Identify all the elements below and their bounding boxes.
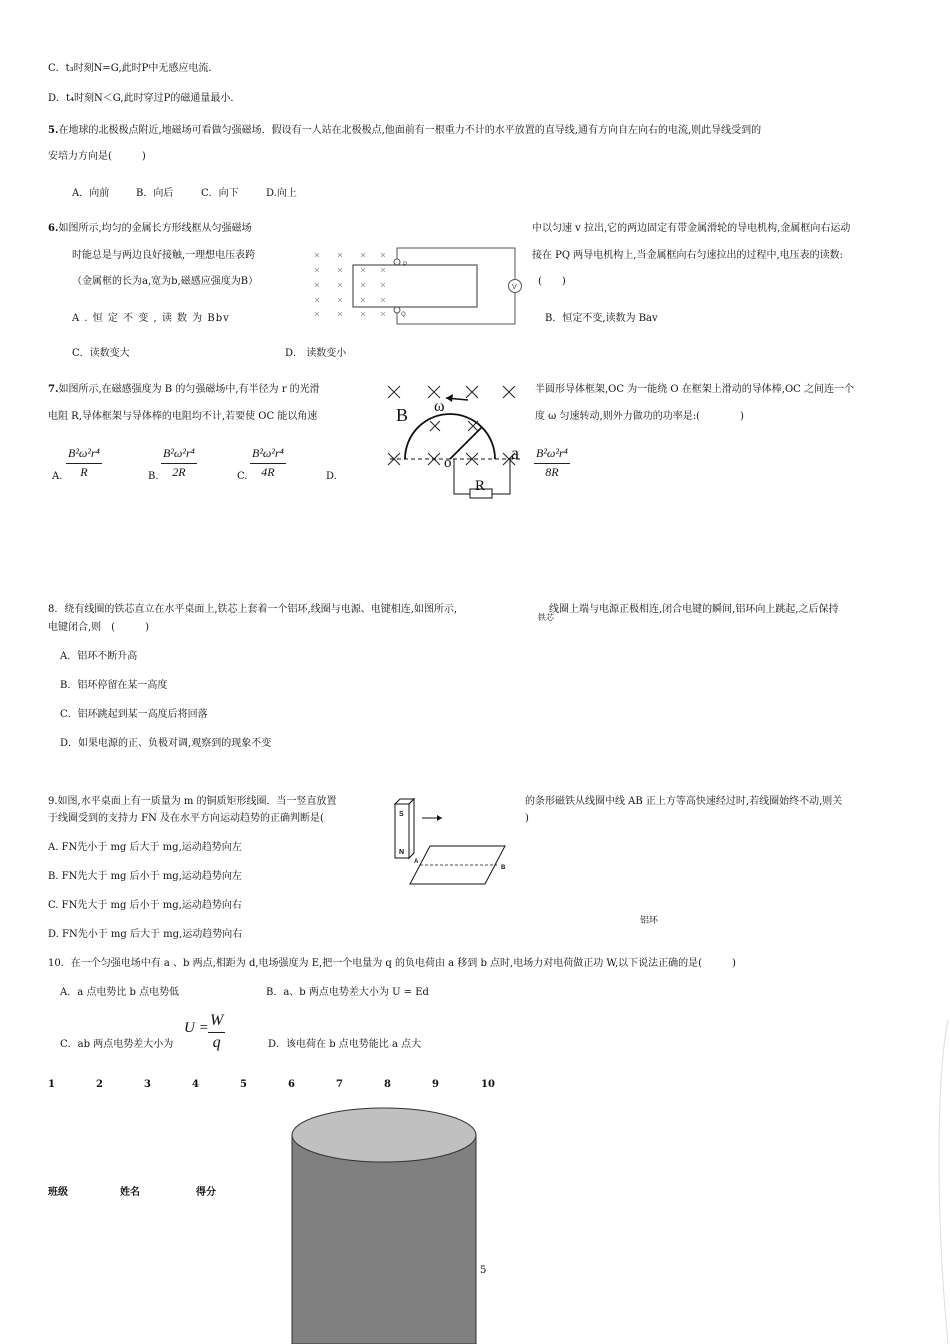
q7-option-b-formula [161, 446, 197, 480]
q8-option-d: D．如果电源的正、负极对调,观察到的现象不变 [60, 738, 272, 749]
q7-option-d-formula [534, 446, 570, 480]
q7-option-a-label: A. [52, 471, 63, 482]
score-label: 得分 [196, 1187, 216, 1198]
q10-stem: 10．在一个匀强电场中有 a 、b 两点,相距为 d,电场强度为 E,把一个电量为 q 的负电荷由 a 移到 b 点时,电场力对电荷做正功 W,以下说法正确的是( ) [48, 958, 736, 969]
q6-option-a: A . 恒 定 不 变 , 读 数 为 Bbv [72, 313, 230, 324]
q7-a-numerator: B²ω²r⁴ [66, 446, 102, 464]
q9-right-line2: ) [525, 813, 529, 824]
metal-frame [353, 265, 477, 307]
q7-b-denominator: 2R [172, 465, 186, 479]
label-p: P [403, 262, 408, 268]
q6-option-b: B．恒定不变,读数为 Bav [545, 313, 658, 324]
q10-option-b: B．a、b 两点电势差大小为 U = Ed [266, 987, 429, 998]
q5-number: 5. [48, 125, 59, 136]
answer-number: 1 [48, 1079, 55, 1090]
q5-option-c: C．向下 [201, 188, 239, 199]
pulley-q [394, 307, 400, 313]
pulley-p [394, 259, 400, 265]
arrow-head [446, 394, 453, 402]
voltmeter-wires [397, 248, 515, 324]
label-a: a [511, 443, 519, 463]
q5-line2: 安培力方向是( ) [48, 151, 146, 162]
q7-c-numerator: B²ω²r⁴ [250, 446, 286, 464]
label-b: B [396, 405, 409, 425]
answer-number: 6 [288, 1079, 295, 1090]
answer-number: 5 [240, 1079, 247, 1090]
name-label: 姓名 [120, 1187, 140, 1198]
q6-right-line2: 接在 PQ 两导电机构上,当金属框向右匀速拉出的过程中,电压表的读数: [532, 250, 844, 261]
answer-number: 9 [432, 1079, 439, 1090]
page-number: 5 [480, 1265, 487, 1276]
q6-number: 6. [48, 223, 59, 234]
q7-option-a-formula [66, 446, 102, 480]
q8-option-a: A．铝环不断升高 [60, 651, 138, 662]
q10-formula-fraction [208, 1012, 225, 1052]
q7-left1-text: 如图所示,在磁感强度为 B 的匀强磁场中,有半径为 r 的光滑 [58, 384, 320, 395]
answer-number: 10 [481, 1079, 495, 1090]
q9-option-b: B. FN先大于 mg 后小于 mg,运动趋势向左 [48, 871, 242, 882]
q6-option-c: C．读数变大 [72, 348, 130, 359]
q7-d-numerator: B²ω²r⁴ [534, 446, 570, 464]
q8-line1: 8．绕有线圈的铁芯直立在水平桌面上,铁芯上套着一个铝环,线圈与电源、电键相连,如图所示, [48, 604, 458, 615]
q6-left-line3: （金属框的长为a,宽为b,磁感应强度为B） [72, 276, 259, 287]
q9-left-line2: 于线圈受到的支持力 FN 及在水平方向运动趋势的正确判断是( [48, 813, 324, 824]
q10-formula-den: q [212, 1034, 221, 1051]
cylinder-top [292, 1108, 476, 1162]
q7-left-line2: 电阻 R,导体框架与导体棒的电阻均不计,若要使 OC 能以角速 [48, 411, 318, 422]
q5-line1: 在地球的北极极点附近,地磁场可看做匀强磁场．假设有一人站在北极极点,他面前有一根重力不计的水平放置的直导线,通有方向自左向右的电流,则此导线受到的 [58, 125, 762, 136]
q7-left-line1 [48, 383, 320, 397]
q7-a-denominator: R [80, 465, 88, 479]
q9-option-c: C. FN先大于 mg 后小于 mg,运动趋势向右 [48, 900, 242, 911]
q6-left-line1 [48, 222, 252, 236]
q8-tiexin-label: 铁芯 [538, 613, 554, 622]
q7-c-denominator: 4R [261, 465, 275, 479]
q8-line2: 电键闭合,则 ( ) [48, 622, 149, 633]
q10-formula-num: W [208, 1012, 225, 1033]
label-o: o [444, 455, 452, 471]
q5-option-b: B．向后 [136, 188, 174, 199]
page-edge-curve [930, 1020, 950, 1344]
q8-option-b: B．铝环停留在某一高度 [60, 680, 168, 691]
q7-d-denominator: 8R [545, 465, 559, 479]
q7-option-d-label: D. [326, 471, 337, 482]
q4-option-c: C．t₃时刻N=G,此时P中无感应电流． [48, 63, 219, 74]
q7-option-b-label: B. [148, 471, 159, 482]
q9-option-d: D. FN先小于 mg 后大于 mg,运动趋势向右 [48, 929, 243, 940]
magnet-s-label: S [399, 811, 404, 818]
cylinder-body [292, 1135, 476, 1344]
answer-number: 4 [192, 1079, 199, 1090]
semicircle-frame [405, 414, 495, 459]
q6-left-line2: 时能总是与两边良好接触,一理想电压表跨 [72, 250, 256, 261]
q6-circuit-figure [305, 240, 527, 330]
label-q: Q [401, 312, 406, 318]
q6-right-line3: ( ) [538, 276, 566, 287]
q5-stem [48, 124, 761, 138]
q6-option-d: D． 读数变小 [285, 348, 347, 359]
q6-right-line1: 中以匀速 v 拉出,它的两边固定有带金属滑轮的导电机构,金属框向右运动 [532, 223, 851, 234]
voltmeter-label: V [512, 284, 517, 291]
q10-option-d: D．该电荷在 b 点电势能比 a 点大 [268, 1039, 422, 1050]
answer-number: 2 [96, 1079, 103, 1090]
q7-b-numerator: B²ω²r⁴ [161, 446, 197, 464]
q9-magnet-coil-figure [390, 796, 520, 888]
cylinder-shape [288, 1106, 480, 1344]
q7-option-c-label: C. [237, 471, 248, 482]
coil-b-label: B [501, 865, 506, 871]
q10-option-c: C．ab 两点电势差大小为 [60, 1039, 174, 1050]
q5-option-a: A．向前 [72, 188, 110, 199]
answer-number: 3 [144, 1079, 151, 1090]
q8-line1b: 线圈上端与电源正极相连,闭合电键的瞬间,铝环向上跳起,之后保持 [549, 604, 839, 615]
answer-number: 7 [336, 1079, 343, 1090]
q9-left-line1: 9.如图,水平桌面上有一质量为 m 的铜质矩形线圈．当一竖直放置 [48, 796, 337, 807]
q7-right-line2: 度 ω 匀速转动,则外力做功的功率是:( ) [535, 411, 744, 422]
q10-formula-lhs: U = [184, 1020, 209, 1036]
magnet-n-label: N [399, 849, 405, 856]
motion-arrow-head [437, 815, 442, 821]
q5-option-d: D.向上 [266, 188, 297, 199]
q9-option-a: A. FN先小于 mg 后大于 mg,运动趋势向左 [48, 842, 242, 853]
q10-option-a: A．a 点电势比 b 点电势低 [60, 987, 180, 998]
q7-semicircle-figure [380, 378, 530, 500]
label-r: R [475, 478, 486, 494]
q6-left1-text: 如图所示,均匀的金属长方形线框从匀强磁场 [58, 223, 252, 234]
class-label: 班级 [48, 1187, 68, 1198]
q4-option-d: D．t₄时刻N＜G,此时穿过P的磁通量最小． [48, 93, 241, 104]
q9-right-line1: 的条形磁铁从线圈中线 AB 正上方等高快速经过时,若线圈始终不动,则关 [525, 796, 843, 807]
q7-number: 7. [48, 384, 59, 395]
q8-option-c: C．铝环跳起到某一高度后将回落 [60, 709, 208, 720]
coil-a-label: A [414, 859, 419, 865]
q7-option-c-formula [250, 446, 286, 480]
answer-number: 8 [384, 1079, 391, 1090]
q7-right-line1: 半圆形导体框架,OC 为一能绕 O 在框架上滑动的导体棒,OC 之间连一个 [535, 384, 854, 395]
q9-lvhuan-label: 铝环 [640, 916, 659, 926]
magnet-side [409, 799, 414, 858]
label-omega: ω [434, 398, 445, 415]
